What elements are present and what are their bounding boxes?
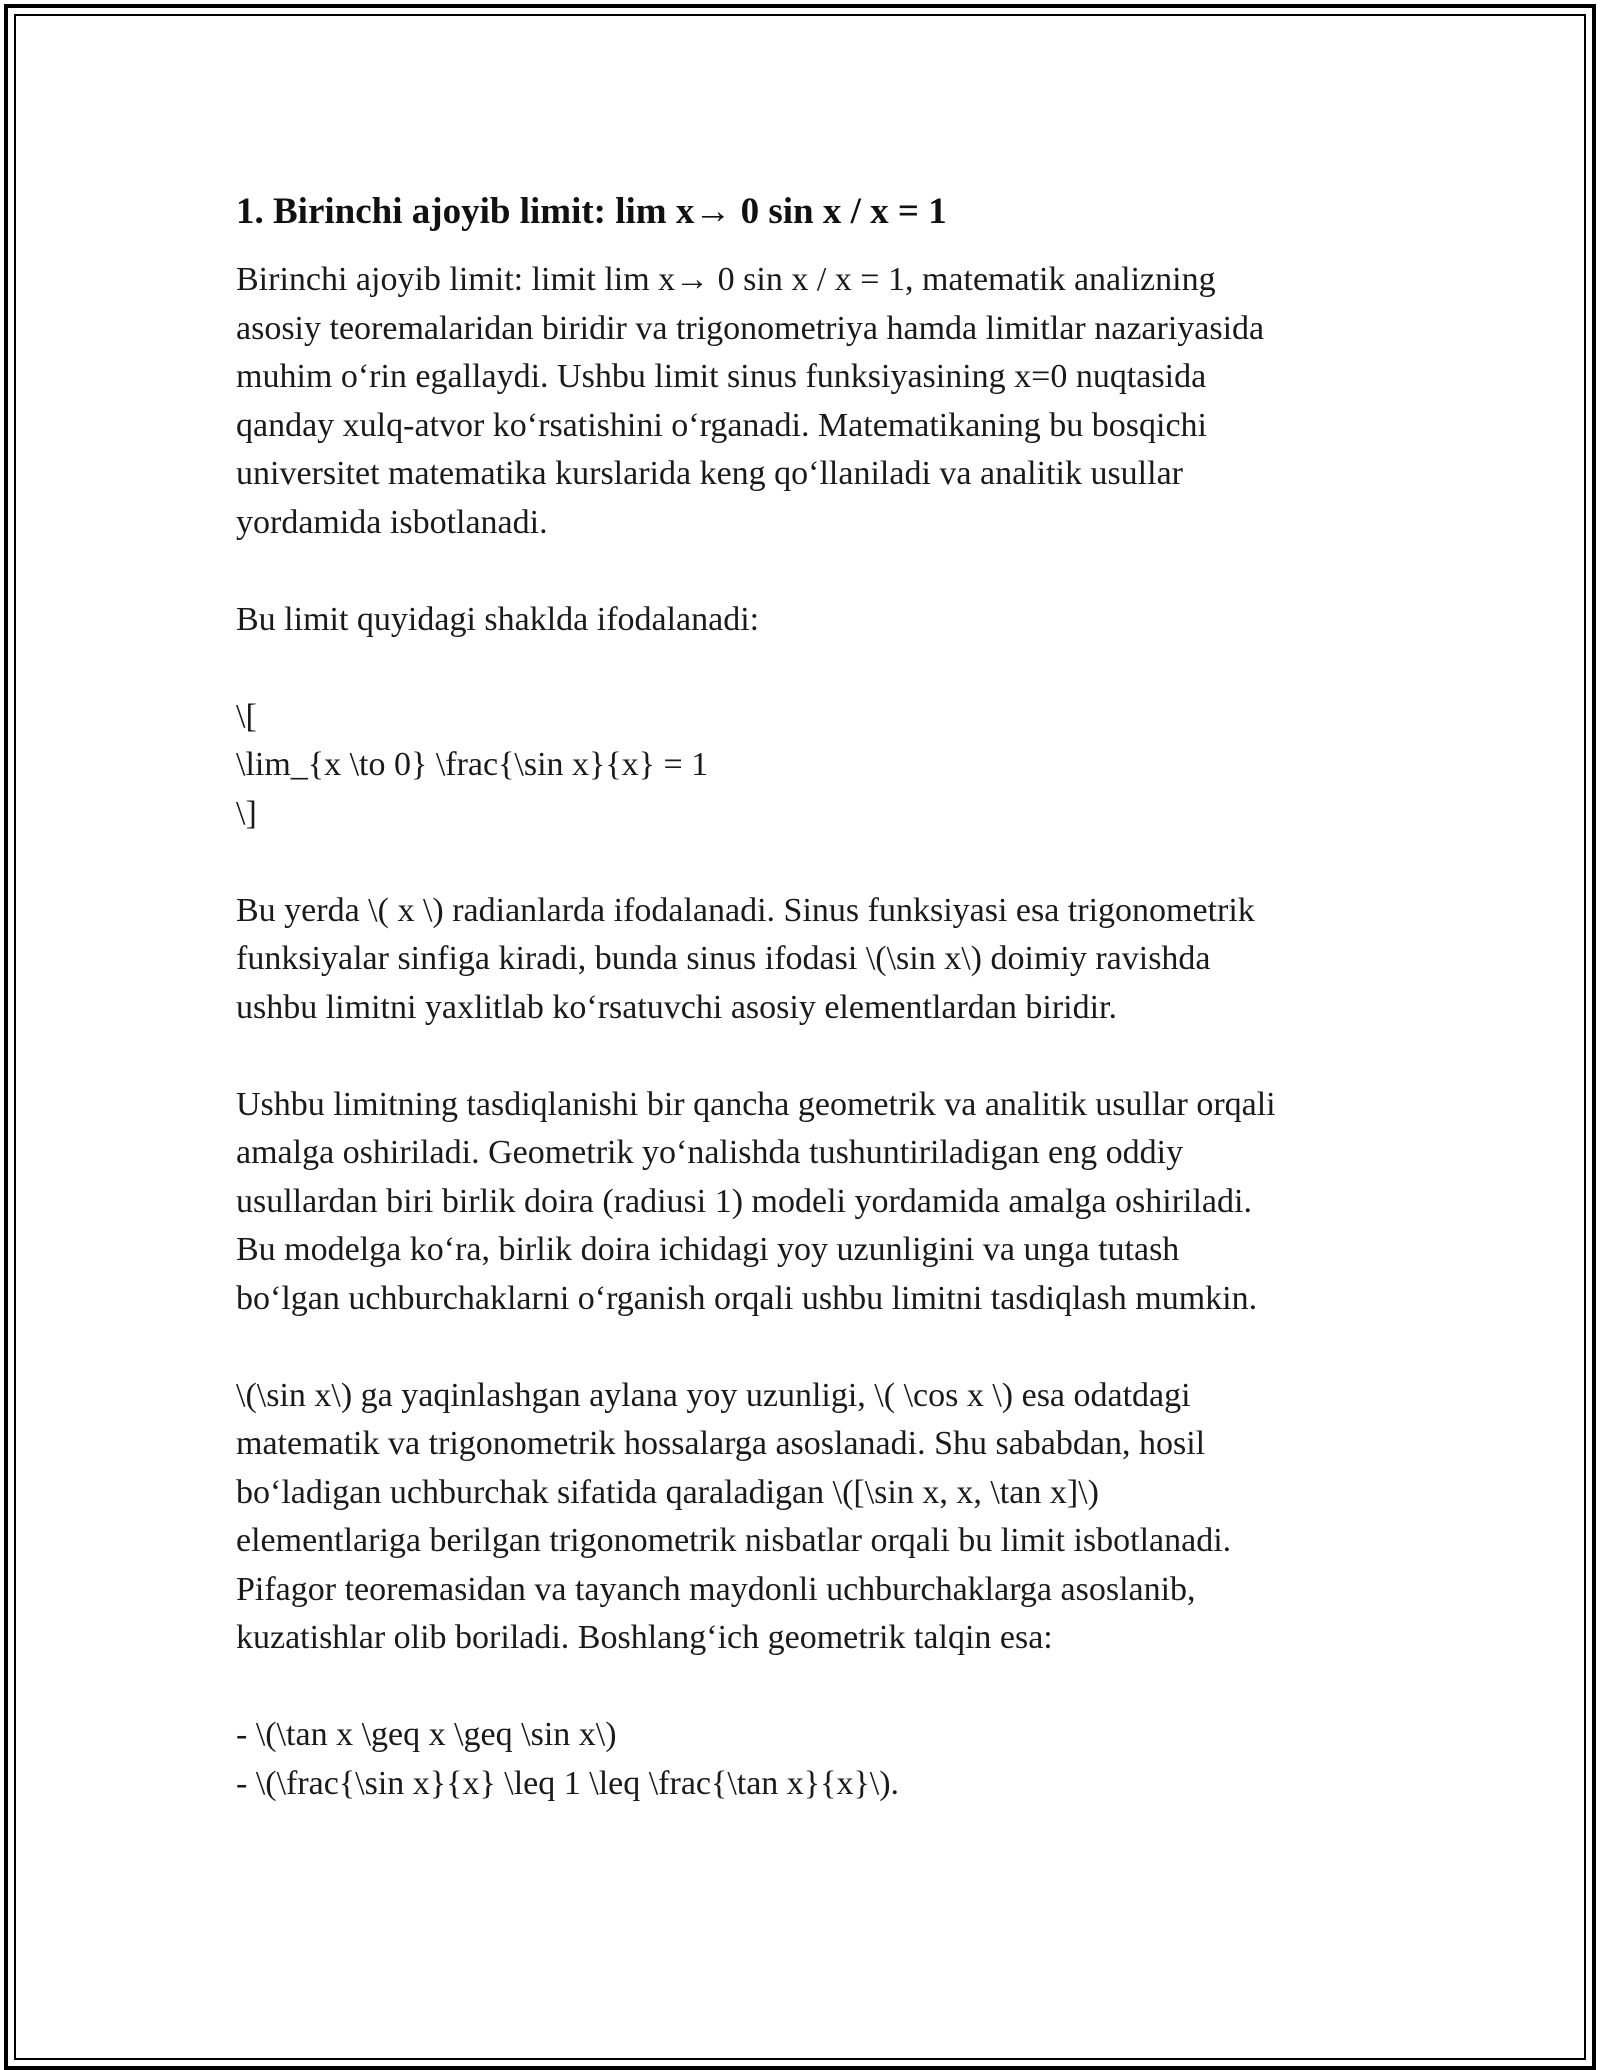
document-content [236, 186, 1366, 1857]
paragraph [236, 1711, 1366, 1808]
text-line: \lim_{x \to 0} \frac{\sin x}{x} = 1 [236, 746, 709, 783]
text-line: Pifagor teoremasidan va tayanch maydonli uchburchaklarga asoslanib, [236, 1570, 1196, 1608]
text-line: kuzatishlar olib boriladi. Boshlang‘ich geometrik talqin esa: [236, 1619, 1053, 1656]
text-line: ushbu limitni yaxlitlab ko‘rsatuvchi asosiy elementlardan biridir. [236, 988, 1117, 1026]
text-line: yordamida isbotlanadi. [236, 503, 548, 541]
text-line: usullardan biri birlik doira (radiusi 1) modeli yordamida amalga oshiriladi. [236, 1182, 1252, 1220]
text-line: - \(\tan x \geq x \geq \sin x\) [236, 1716, 617, 1753]
text-line: muhim o‘rin egallaydi. Ushbu limit sinus funksiyasining x=0 nuqtasida [236, 358, 1207, 395]
paragraph [236, 1372, 1366, 1663]
text-line: amalga oshiriladi. Geometrik yo‘nalishda tushuntiriladigan eng oddiy [236, 1134, 1184, 1171]
text-line: Bu yerda \( x \) radianlarda ifodalanadi. Sinus funksiyasi esa trigonometrik [236, 891, 1255, 929]
text-line: Ushbu limitning tasdiqlanishi bir qancha geometrik va analitik usullar orqali [236, 1085, 1276, 1123]
text-line: \] [236, 794, 257, 832]
text-line: funksiyalar sinfiga kiradi, bunda sinus ifodasi \(\sin x\) doimiy ravishda [236, 940, 1211, 977]
text-line: - \(\frac{\sin x}{x} \leq 1 \leq \frac{\tan x}{x}\). [236, 1764, 900, 1802]
paragraph [236, 887, 1366, 1033]
text-line: qanday xulq-atvor ko‘rsatishini o‘rganadi. Matematikaning bu bosqichi [236, 406, 1207, 444]
paragraph [236, 256, 1366, 547]
text-line: universitet matematika kurslarida keng qo‘llaniladi va analitik usullar [236, 455, 1183, 492]
text-line: asosiy teoremalaridan biridir va trigonometriya hamda limitlar nazariyasida [236, 309, 1265, 347]
text-line: Bu limit quyidagi shaklda ifodalanadi: [236, 600, 760, 638]
text-line: bo‘lgan uchburchaklarni o‘rganish orqali ushbu limitni tasdiqlash mumkin. [236, 1279, 1258, 1317]
paragraph [236, 1081, 1366, 1324]
text-line: \(\sin x\) ga yaqinlashgan aylana yoy uzunligi, \( \cos x \) esa odatdagi [236, 1376, 1191, 1414]
text-line: Birinchi ajoyib limit: limit lim x→ 0 sin x / x = 1, matematik analizning [236, 261, 1216, 298]
paragraph [236, 693, 1366, 839]
text-line: Bu modelga ko‘ra, birlik doira ichidagi yoy uzunligini va unga tutash [236, 1231, 1180, 1268]
text-line: bo‘ladigan uchburchak sifatida qaraladigan \([\sin x, x, \tan x]\) [236, 1473, 1099, 1511]
text-line: matematik va trigonometrik hossalarga asoslanadi. Shu sababdan, hosil [236, 1425, 1206, 1462]
text-line: \[ [236, 697, 257, 735]
paragraph [236, 596, 1366, 645]
section-heading: 1. Birinchi ajoyib limit: lim x→ 0 sin x / x = 1 [236, 191, 947, 232]
paragraph-blocks [236, 256, 1366, 1808]
text-line: elementlariga berilgan trigonometrik nisbatlar orqali bu limit isbotlanadi. [236, 1522, 1232, 1559]
